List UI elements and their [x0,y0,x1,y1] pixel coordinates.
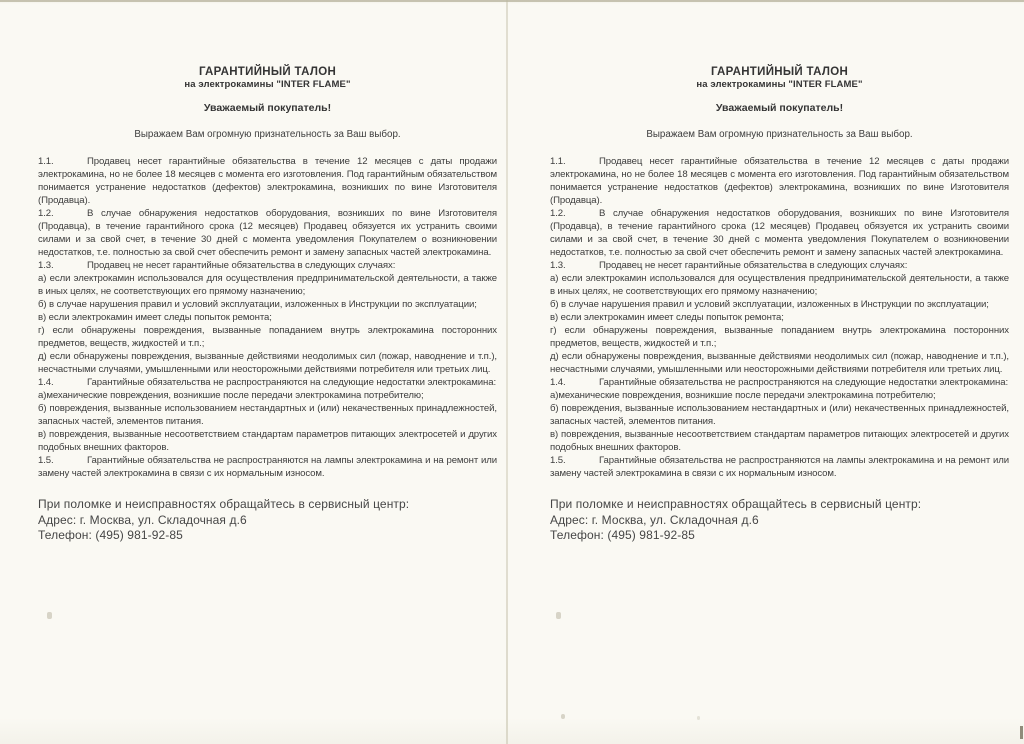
clause-text: Гарантийные обязательства не распространяются на следующие недостатки электрокамина: [87,377,497,388]
clause-paragraph [550,311,1009,324]
page-seam [506,0,508,744]
clause-text: Гарантийные обязательства не распространяются на лампы электрокамина и на ремонт или замену частей электрокамина в связи с их нормальным износом. [550,455,1009,479]
clause-text: Продавец несет гарантийные обязательства в течение 12 месяцев с даты продажи электрокамина, но не более 18 месяцев с момента его изготовления. Под гарантийным обязательством понимается устранение недостатков (дефектов) электрокамина, возникших по вине Изготовителя (Продавца). [550,156,1009,206]
clause-paragraph [38,207,497,259]
clause-text: в) повреждения, вызванные несоответствием стандартам параметров питающих электросетей и других подобных внешних факторов. [38,429,497,453]
document-subtitle: на электрокамины "INTER FLAME" [696,79,863,90]
clause-paragraph [550,389,1009,402]
clause-text: д) если обнаружены повреждения, вызванные действиями неодолимых сил (пожар, наводнение и т.п.), несчастными случаями, умышленными или неосторожными действиями потребителя или третьих лиц. [550,351,1009,375]
clause-paragraph [38,298,497,311]
clause-text: Продавец не несет гарантийные обязательства в следующих случаях: [87,260,396,271]
clause-text: б) в случае нарушения правил и условий эксплуатации, изложенных в Инструкции по эксплуатации; [550,299,989,310]
clause-number: 1.3. [38,260,54,271]
document-subtitle: на электрокамины "INTER FLAME" [184,79,351,90]
warranty-card [38,66,497,544]
service-address: Адрес: г. Москва, ул. Складочная д.6 [550,512,759,527]
clause-number: 1.4. [38,377,54,388]
clause-paragraph [38,350,497,376]
clause-number: 1.5. [550,455,566,466]
clause-text: в) если электрокамин имеет следы попыток ремонта; [550,312,784,323]
clause-paragraph [38,155,497,207]
document-title: ГАРАНТИЙНЫЙ ТАЛОН [710,66,849,78]
document-title: ГАРАНТИЙНЫЙ ТАЛОН [198,66,337,78]
clause-paragraph [550,402,1009,428]
clause-text: б) повреждения, вызванные использованием нестандартных и (или) некачественных принадлежностей, запасных частей, элементов питания. [38,403,497,427]
clause-paragraph [550,207,1009,259]
clause-number: 1.2. [38,208,54,219]
clause-number: 1.2. [550,208,566,219]
service-center-block [550,497,1009,544]
clause-paragraph [38,402,497,428]
clause-paragraph [38,428,497,454]
clause-text: г) если обнаружены повреждения, вызванные попаданием внутрь электрокамина посторонних предметов, веществ, жидкостей и т.п.; [550,325,1009,349]
service-note: При поломке и неисправностях обращайтесь в сервисный центр: [38,497,410,511]
clause-number: 1.5. [38,455,54,466]
clause-text: Гарантийные обязательства не распространяются на следующие недостатки электрокамина: [599,377,1009,388]
scan-speck [47,612,52,619]
clause-paragraph [38,376,497,389]
service-address: Адрес: г. Москва, ул. Складочная д.6 [38,512,247,527]
clause-number: 1.4. [550,377,566,388]
clause-text: а) если электрокамин использовался для осуществления предпринимательской деятельности, а также в иных целях, не соответствующих его прямому назначению; [550,273,1009,297]
warranty-clauses [38,155,497,480]
clause-text: Гарантийные обязательства не распространяются на лампы электрокамина и на ремонт или замену частей электрокамина в связи с их нормальным износом. [38,455,497,479]
scan-edge-mark [1020,726,1023,739]
clause-text: В случае обнаружения недостатков оборудования, возникших по вине Изготовителя (Продавца), в течение гарантийного срока (12 месяцев) Продавец обязуется их устранить своими силами и за свой счет, в течение 30 дней с момента уведомления Покупателем о возникновении недостатков, т.е. полностью за свой счет обеспечить ремонт и замену запасных частей электрокамина. [38,208,497,258]
clause-text: в) если электрокамин имеет следы попыток ремонта; [38,312,272,323]
clause-text: д) если обнаружены повреждения, вызванные действиями неодолимых сил (пожар, наводнение и т.п.), несчастными случаями, умышленными или неосторожными действиями потребителя или третьих лиц. [38,351,497,375]
intro-line: Выражаем Вам огромную признательность за Ваш выбор. [134,129,401,140]
intro-line: Выражаем Вам огромную признательность за Ваш выбор. [646,129,913,140]
clause-paragraph [38,311,497,324]
clause-text: Продавец несет гарантийные обязательства в течение 12 месяцев с даты продажи электрокамина, но не более 18 месяцев с момента его изготовления. Под гарантийным обязательством понимается устранение недостатков (дефектов) электрокамина, возникших по вине Изготовителя (Продавца). [38,156,497,206]
clause-paragraph [38,454,497,480]
clause-paragraph [550,259,1009,272]
clause-paragraph [38,324,497,350]
clause-paragraph [550,298,1009,311]
clause-paragraph [550,324,1009,350]
salutation-line: Уважаемый покупатель! [203,102,332,114]
clause-paragraph [38,389,497,402]
clause-paragraph [550,428,1009,454]
clause-text: Продавец не несет гарантийные обязательства в следующих случаях: [599,260,908,271]
clause-text: б) повреждения, вызванные использованием нестандартных и (или) некачественных принадлежностей, запасных частей, элементов питания. [550,403,1009,427]
service-phone: Телефон: (495) 981-92-85 [38,528,183,542]
clause-text: а)механические повреждения, возникшие после передачи электрокамина потребителю; [38,390,424,401]
clause-text: а)механические повреждения, возникшие после передачи электрокамина потребителю; [550,390,936,401]
salutation-line: Уважаемый покупатель! [715,102,844,114]
clause-number: 1.1. [550,156,566,167]
clause-paragraph [550,272,1009,298]
clause-text: в) повреждения, вызванные несоответствием стандартам параметров питающих электросетей и других подобных внешних факторов. [550,429,1009,453]
clause-number: 1.1. [38,156,54,167]
service-note: При поломке и неисправностях обращайтесь в сервисный центр: [550,497,922,511]
clause-paragraph [550,376,1009,389]
clause-text: В случае обнаружения недостатков оборудования, возникших по вине Изготовителя (Продавца), в течение гарантийного срока (12 месяцев) Продавец обязуется их устранить своими силами и за свой счет, в течение 30 дней с момента уведомления Покупателем о возникновении недостатков, т.е. полностью за свой счет обеспечить ремонт и замену запасных частей электрокамина. [550,208,1009,258]
clause-number: 1.3. [550,260,566,271]
warranty-clauses [550,155,1009,480]
clause-paragraph [550,350,1009,376]
clause-paragraph [550,454,1009,480]
scan-speck [561,714,565,719]
clause-paragraph [38,272,497,298]
service-center-block [38,497,497,544]
scan-speck [556,612,561,619]
clause-paragraph [550,155,1009,207]
scan-speck [697,716,700,720]
warranty-card [550,66,1009,544]
clause-paragraph [38,259,497,272]
scanner-edge-line [0,0,1024,2]
clause-text: б) в случае нарушения правил и условий эксплуатации, изложенных в Инструкции по эксплуатации; [38,299,477,310]
warranty-page-right [512,0,1024,744]
clause-text: а) если электрокамин использовался для осуществления предпринимательской деятельности, а также в иных целях, не соответствующих его прямому назначению; [38,273,497,297]
service-phone: Телефон: (495) 981-92-85 [550,528,695,542]
clause-text: г) если обнаружены повреждения, вызванные попаданием внутрь электрокамина посторонних предметов, веществ, жидкостей и т.п.; [38,325,497,349]
